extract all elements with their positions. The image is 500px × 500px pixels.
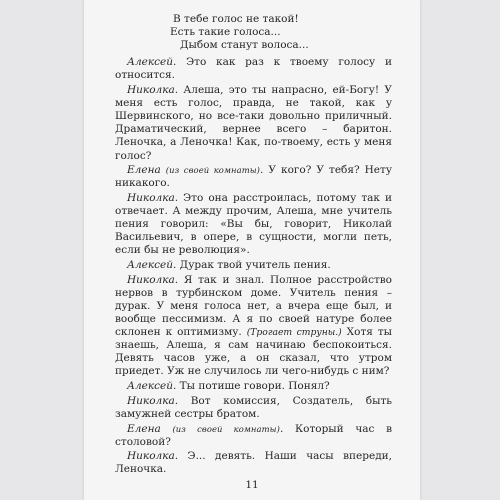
dialogue-line: Николка. Это она расстроилась, потому так и отвечает. А между прочим, Алеша, мне учитель пения говорил: «Вы бы, говорит, Николай Васильевич, в опере, в сущности, могли петь, если бы не революция». <box>115 192 392 257</box>
verse-line: Дыбом станут волоса... <box>180 39 309 52</box>
speaker-name: Николка <box>127 273 175 286</box>
speaker-name: Алексей <box>127 380 173 393</box>
dialogue-line: Елена (из своей комнаты). Который час в столовой? <box>115 422 392 448</box>
speaker-name: Алексей <box>127 259 173 272</box>
dialogue-text: Хотя ты знаешь, Алеша, я сам начинаю беспокоиться. Девять часов уже, а он сказал, что утром приедет. Уж не случилось ли чего-нибудь с ним? <box>115 326 392 378</box>
dialogue-text: Ты потише говори. Понял? <box>176 380 330 393</box>
dialogue-line: Алексей. Ты потише говори. Понял? <box>127 380 330 393</box>
dialogue-line: Алексей. Дурак твой учитель пения. <box>127 259 331 272</box>
speaker-name: Николка <box>127 394 175 407</box>
speaker-name: Алексей <box>127 56 173 69</box>
verse-line: В тебе голос не такой! <box>173 13 299 25</box>
dialogue-line: Николка. Вот комиссия, Создатель, быть замужней сестры братом. <box>115 394 392 420</box>
book-page <box>84 0 420 500</box>
speaker-name: Николка <box>127 192 175 204</box>
speaker-name: Николка <box>127 450 175 463</box>
verse-line: Есть такие голоса... <box>170 26 281 39</box>
speaker-name: Елена <box>127 164 161 177</box>
song-verse <box>115 13 392 52</box>
dialogue-line: Елена (из своей комнаты). У кого? У тебя? Нету никакого. <box>115 164 393 190</box>
dialogue-text: Это она расстроилась, потому так и отвечает. А между прочим, Алеша, мне учитель пения говорил: «Вы бы, говорит, Николай Васильевич, в опере, в сущности, могли петь, если бы не революция». <box>115 192 392 257</box>
stage-direction: (из своей комнаты) <box>172 423 280 434</box>
stage-direction: (Трогает струны.) <box>246 327 342 339</box>
dialogue-line: Николка. Э... девять. Наши часы впереди, Леночка. <box>115 450 392 476</box>
dialogue-line: Николка. Я так и знал. Полное расстройство нервов в турбинском доме. Учитель пения – дурак. У меня голоса нет, а вчера еще был, и вообще пессимизм. А я по своей натуре более склонен к оптимизму. (Трогает струны.) Хотя ты знаешь, Алеша, я сам начинаю беспокоиться. Девять часов уже, а он сказал, что утром приедет. Уж не случилось ли чего-нибудь с ним? <box>115 273 392 378</box>
speaker-name: Елена <box>127 422 161 435</box>
dialogue-text: Который час в столовой? <box>115 422 392 448</box>
dialogue-line: Алексей. Это как раз к твоему голосу и относится. <box>115 56 392 82</box>
stage-direction: (из своей комнаты) <box>165 165 261 176</box>
dialogue-text: Вот комиссия, Создатель, быть замужней сестры братом. <box>115 394 392 420</box>
dialogue-text: Алеша, это ты напрасно, ей-Богу! У меня есть голос, правда, не такой, как у Шервинского, но все-таки довольно приличный. Драматический, вернее всего – баритон. Леночка, а Леночка! Как, по-твоему, есть у меня голос? <box>115 84 392 162</box>
page-number: 11 <box>245 479 259 491</box>
dialogue-text: Я так и знал. Полное расстройство нервов в турбинском доме. Учитель пения – дурак. У меня голоса нет, а вчера еще был, и вообще пессимизм. А я по своей натуре более склонен к оптимизму. <box>115 273 392 339</box>
dialogue-text: Э... девять. Наши часы впереди, Леночка. <box>115 450 392 476</box>
speaker-name: Николка <box>127 84 175 97</box>
dialogue-text: У кого? У тебя? Нету никакого. <box>115 164 393 190</box>
dialogue-text: Это как раз к твоему голосу и относится. <box>115 56 392 82</box>
dialogue-text: Дурак твой учитель пения. <box>176 259 331 272</box>
page-text <box>115 13 392 478</box>
dialogue-line: Николка. Алеша, это ты напрасно, ей-Богу! У меня есть голос, правда, не такой, как у Шервинского, но все-таки довольно приличный. Драматический, вернее всего – баритон. Леночка, а Леночка! Как, по-твоему, есть у меня голос? <box>115 84 392 162</box>
